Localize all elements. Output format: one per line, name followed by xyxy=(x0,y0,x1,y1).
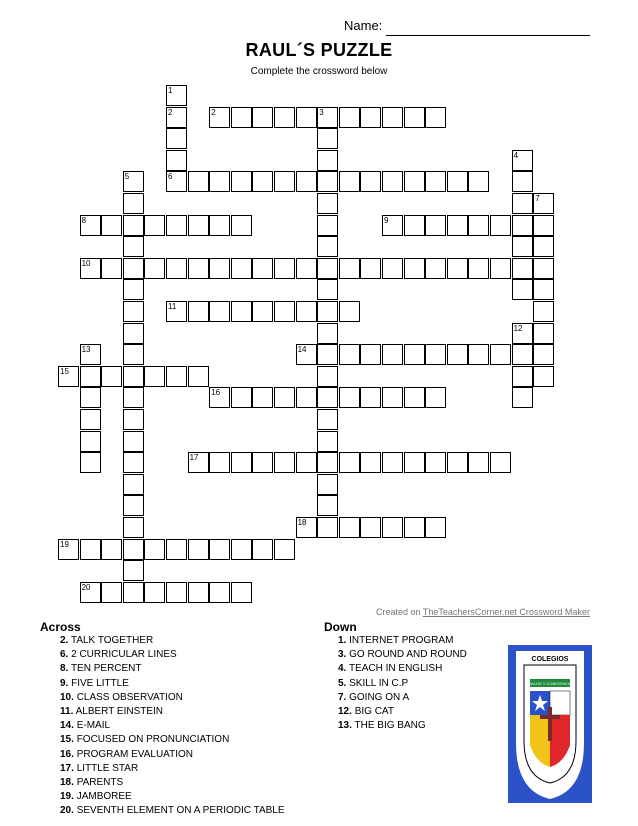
crossword-cell[interactable] xyxy=(101,258,122,279)
crossword-cell[interactable] xyxy=(274,171,295,192)
clue-number: 20. xyxy=(60,805,74,817)
crossword-cell[interactable] xyxy=(296,171,317,192)
crossword-cell[interactable] xyxy=(468,452,489,473)
cell-number: 7 xyxy=(535,194,540,203)
crossword-cell[interactable] xyxy=(123,215,144,236)
crossword-cell[interactable] xyxy=(123,193,144,214)
crossword-cell[interactable] xyxy=(425,452,446,473)
crossword-cell[interactable] xyxy=(123,344,144,365)
crossword-cell[interactable] xyxy=(296,258,317,279)
across-clue xyxy=(60,790,285,804)
crossword-cell[interactable] xyxy=(296,387,317,408)
across-clue xyxy=(60,804,285,818)
clue-text: THE BIG BANG xyxy=(354,720,426,732)
clue-text: SKILL IN C.P xyxy=(349,677,409,689)
clue-number: 5. xyxy=(338,677,347,689)
down-clue xyxy=(338,648,467,662)
logo-white-quarter xyxy=(550,691,570,715)
crossword-cell[interactable] xyxy=(447,452,468,473)
clue-text: BIG CAT xyxy=(354,706,394,718)
crossword-cell[interactable] xyxy=(144,258,165,279)
crossword-cell[interactable] xyxy=(144,582,165,603)
clue-number: 17. xyxy=(60,762,74,774)
crossword-cell[interactable] xyxy=(252,107,273,128)
clue-text: SEVENTH ELEMENT ON A PERIODIC TABLE xyxy=(76,805,285,817)
across-clue xyxy=(60,733,285,747)
across-clue xyxy=(60,634,285,648)
crossword-cell[interactable] xyxy=(123,539,144,560)
crossword-cell[interactable] xyxy=(231,171,252,192)
crossword-cell[interactable] xyxy=(360,107,381,128)
crossword-cell[interactable] xyxy=(231,258,252,279)
crossword-cell[interactable] xyxy=(252,452,273,473)
clue-number: 12. xyxy=(338,706,352,718)
crossword-cell[interactable] xyxy=(382,517,403,538)
crossword-cell[interactable] xyxy=(533,301,554,322)
crossword-cell[interactable] xyxy=(447,258,468,279)
clue-number: 2. xyxy=(60,635,69,646)
crossword-cell[interactable] xyxy=(252,171,273,192)
across-clue xyxy=(60,762,285,776)
crossword-cell[interactable] xyxy=(317,193,338,214)
crossword-cell[interactable] xyxy=(252,539,273,560)
crossword-cell[interactable] xyxy=(382,387,403,408)
crossword-cell[interactable] xyxy=(425,107,446,128)
cell-number: 2 xyxy=(211,107,216,117)
crossword-cell[interactable] xyxy=(447,171,468,192)
crossword-cell[interactable] xyxy=(317,495,338,516)
cell-number: 12 xyxy=(513,323,523,333)
clue-text: CLASS OBSERVATION xyxy=(76,691,183,703)
crossword-cell[interactable] xyxy=(317,431,338,452)
down-clue xyxy=(338,705,467,719)
cell-number: 10 xyxy=(81,258,91,268)
crossword-cell[interactable] xyxy=(123,517,144,538)
credit-line xyxy=(376,607,590,617)
crossword-cell[interactable] xyxy=(123,279,144,300)
crossword-cell[interactable] xyxy=(123,582,144,603)
clue-text: FOCUSED ON PRONUNCIATION xyxy=(76,734,230,746)
crossword-cell[interactable] xyxy=(404,387,425,408)
crossword-cell[interactable] xyxy=(404,344,425,365)
crossword-cell[interactable] xyxy=(533,323,554,344)
cell-number: 5 xyxy=(124,172,130,182)
down-clue xyxy=(338,677,467,691)
across-clue xyxy=(60,662,285,676)
crossword-cell[interactable] xyxy=(317,258,338,279)
crossword-cell[interactable] xyxy=(360,517,381,538)
crossword-cell[interactable] xyxy=(512,215,533,236)
cell-number: 17 xyxy=(189,453,199,463)
crossword-cell[interactable] xyxy=(123,301,144,322)
logo-banner-text: SALUD Y CONCIENCIA xyxy=(528,681,572,686)
crossword-cell[interactable] xyxy=(404,258,425,279)
cell-number: 2 xyxy=(168,107,173,117)
crossword-cell[interactable] xyxy=(231,215,252,236)
clue-text: GO ROUND AND ROUND xyxy=(349,649,467,661)
crossword-cell[interactable] xyxy=(533,344,554,365)
crossword-cell[interactable] xyxy=(382,452,403,473)
crossword-cell[interactable] xyxy=(188,258,209,279)
crossword-cell[interactable] xyxy=(209,582,230,603)
cell-number: 11 xyxy=(168,302,177,311)
crossword-cell[interactable] xyxy=(425,517,446,538)
crossword-cell[interactable] xyxy=(123,387,144,408)
crossword-cell[interactable] xyxy=(339,344,360,365)
crossword-cell[interactable] xyxy=(512,171,533,192)
down-heading: Down xyxy=(324,620,357,634)
crossword-cell[interactable] xyxy=(490,452,511,473)
logo-cross-icon xyxy=(548,707,552,741)
crossword-cell[interactable] xyxy=(490,344,511,365)
across-clue-list xyxy=(60,634,285,819)
crossword-cell[interactable] xyxy=(468,215,489,236)
clue-number: 3. xyxy=(338,649,347,661)
crossword-cell[interactable] xyxy=(231,107,252,128)
cell-number: 13 xyxy=(81,345,91,355)
crossword-cell[interactable] xyxy=(317,323,338,344)
crossword-cell[interactable] xyxy=(274,387,295,408)
clue-number: 1. xyxy=(338,635,347,646)
clue-text: FIVE LITTLE xyxy=(71,677,129,689)
crossword-cell[interactable] xyxy=(317,387,338,408)
cell-number: 6 xyxy=(168,172,173,182)
cell-number: 15 xyxy=(60,366,69,376)
crossword-cell[interactable] xyxy=(382,258,403,279)
crossword-cell[interactable] xyxy=(317,517,338,538)
crossword-cell[interactable] xyxy=(447,344,468,365)
clue-text: JAMBOREE xyxy=(76,791,132,803)
crossword-cell[interactable] xyxy=(231,387,252,408)
across-clue xyxy=(60,748,285,762)
crossword-cell[interactable] xyxy=(166,539,187,560)
crossword-cell[interactable] xyxy=(231,539,252,560)
across-clue xyxy=(60,691,285,705)
crossword-cell[interactable] xyxy=(252,387,273,408)
clue-number: 16. xyxy=(60,748,74,760)
crossword-cell[interactable] xyxy=(209,301,230,322)
clue-text: TEN PERCENT xyxy=(70,663,142,675)
clue-number: 10. xyxy=(60,691,74,703)
crossword-cell[interactable] xyxy=(425,387,446,408)
crossword-cell[interactable] xyxy=(317,344,338,365)
crossword-cell[interactable] xyxy=(317,301,338,322)
clue-number: 8. xyxy=(60,663,69,675)
down-clue xyxy=(338,634,467,648)
crossword-cell[interactable] xyxy=(468,258,489,279)
crossword-cell[interactable] xyxy=(209,452,230,473)
crossword-cell[interactable] xyxy=(123,431,144,452)
crossword-cell[interactable] xyxy=(123,560,144,581)
clue-text: TALK TOGETHER xyxy=(70,635,154,646)
crossword-cell[interactable] xyxy=(101,582,122,603)
across-clue xyxy=(60,705,285,719)
crossword-cell[interactable] xyxy=(425,258,446,279)
crossword-cell[interactable] xyxy=(144,539,165,560)
crossword-cell[interactable] xyxy=(512,344,533,365)
across-clue xyxy=(60,648,285,662)
crossword-cell[interactable] xyxy=(123,236,144,257)
crossword-cell[interactable] xyxy=(512,258,533,279)
crossword-cell[interactable] xyxy=(80,452,101,473)
crossword-cell[interactable] xyxy=(339,517,360,538)
crossword-cell[interactable] xyxy=(123,495,144,516)
clue-number: 19. xyxy=(60,791,74,803)
crossword-cell[interactable] xyxy=(166,366,187,387)
crossword-cell[interactable] xyxy=(123,452,144,473)
crossword-cell[interactable] xyxy=(404,517,425,538)
crossword-cell[interactable] xyxy=(490,215,511,236)
crossword-cell[interactable] xyxy=(317,215,338,236)
crossword-cell[interactable] xyxy=(188,539,209,560)
clue-text: GOING ON A xyxy=(349,691,410,703)
cell-number: 9 xyxy=(384,215,389,225)
crossword-cell[interactable] xyxy=(360,258,381,279)
clue-text: PROGRAM EVALUATION xyxy=(76,748,194,760)
clue-text: TEACH IN ENGLISH xyxy=(348,663,443,675)
crossword-cell[interactable] xyxy=(274,258,295,279)
down-clue-list xyxy=(338,634,467,733)
crossword-cell[interactable] xyxy=(382,107,403,128)
across-clue xyxy=(60,719,285,733)
crossword-cell[interactable] xyxy=(188,171,209,192)
clue-number: 4. xyxy=(338,663,347,675)
clue-number: 6. xyxy=(60,649,69,661)
cell-number: 4 xyxy=(513,150,519,160)
page-subtitle: Complete the crossword below xyxy=(250,66,388,77)
cell-number: 18 xyxy=(297,518,307,527)
crossword-cell[interactable] xyxy=(296,452,317,473)
clue-text: E-MAIL xyxy=(76,720,111,732)
cell-number: 3 xyxy=(319,107,324,117)
crossword-cell[interactable] xyxy=(317,171,338,192)
crossword-cell[interactable] xyxy=(252,258,273,279)
crossword-cell[interactable] xyxy=(123,409,144,430)
crossword-cell[interactable] xyxy=(231,582,252,603)
crossword-cell[interactable] xyxy=(317,279,338,300)
crossword-cell[interactable] xyxy=(188,215,209,236)
crossword-cell[interactable] xyxy=(404,452,425,473)
crossword-cell[interactable] xyxy=(339,301,360,322)
crossword-cell[interactable] xyxy=(209,215,230,236)
crossword-cell[interactable] xyxy=(209,539,230,560)
crossword-cell[interactable] xyxy=(274,301,295,322)
cell-number: 19 xyxy=(60,539,69,549)
across-heading: Across xyxy=(40,620,81,634)
crossword-cell[interactable] xyxy=(468,171,489,192)
crossword-cell[interactable] xyxy=(339,387,360,408)
crossword-cell[interactable] xyxy=(274,107,295,128)
across-clue xyxy=(60,677,285,691)
crossword-cell[interactable] xyxy=(231,452,252,473)
crossword-cell[interactable] xyxy=(252,301,273,322)
crossword-cell[interactable] xyxy=(144,366,165,387)
crossword-cell[interactable] xyxy=(533,279,554,300)
credit-prefix: Created on xyxy=(376,607,423,617)
crossword-cell[interactable] xyxy=(339,107,360,128)
crossword-cell[interactable] xyxy=(360,344,381,365)
clue-text: PARENTS xyxy=(76,777,124,789)
crossword-cell[interactable] xyxy=(188,301,209,322)
crossword-cell[interactable] xyxy=(101,215,122,236)
crossword-cell[interactable] xyxy=(490,258,511,279)
crossword-cell[interactable] xyxy=(123,474,144,495)
crossword-cell[interactable] xyxy=(404,171,425,192)
crossword-cell[interactable] xyxy=(274,452,295,473)
cell-number: 14 xyxy=(297,345,307,355)
crossword-cell[interactable] xyxy=(339,171,360,192)
crossword-cell[interactable] xyxy=(80,431,101,452)
crossword-cell[interactable] xyxy=(512,236,533,257)
crossword-cell[interactable] xyxy=(231,301,252,322)
clue-number: 13. xyxy=(338,720,352,732)
crossword-cell[interactable] xyxy=(382,344,403,365)
crossword-cell[interactable] xyxy=(360,171,381,192)
down-clue xyxy=(338,691,467,705)
across-clue xyxy=(60,776,285,790)
crossword-cell[interactable] xyxy=(447,215,468,236)
down-clue xyxy=(338,719,467,733)
crossword-cell[interactable] xyxy=(166,128,187,149)
school-logo xyxy=(508,645,592,803)
crossword-cell[interactable] xyxy=(317,474,338,495)
crossword-cell[interactable] xyxy=(101,539,122,560)
crossword-cell[interactable] xyxy=(317,128,338,149)
crossword-cell[interactable] xyxy=(80,409,101,430)
crossword-cell[interactable] xyxy=(404,215,425,236)
crossword-cell[interactable] xyxy=(144,215,165,236)
crossword-cell[interactable] xyxy=(188,582,209,603)
crossword-cell[interactable] xyxy=(80,539,101,560)
crossword-cell[interactable] xyxy=(360,452,381,473)
crossword-cell[interactable] xyxy=(123,323,144,344)
crossword-cell[interactable] xyxy=(512,279,533,300)
crossword-cell[interactable] xyxy=(317,452,338,473)
crossword-cell[interactable] xyxy=(80,366,101,387)
crossword-cell[interactable] xyxy=(209,171,230,192)
crossword-cell[interactable] xyxy=(296,301,317,322)
down-clue xyxy=(338,662,467,676)
credit-link[interactable]: TheTeachersCorner.net Crossword Maker xyxy=(422,607,590,617)
crossword-cell[interactable] xyxy=(512,366,533,387)
crossword-cell[interactable] xyxy=(468,344,489,365)
page-title: RAUL´S PUZZLE xyxy=(245,40,393,60)
crossword-cell[interactable] xyxy=(339,452,360,473)
crossword-cell[interactable] xyxy=(425,344,446,365)
crossword-cell[interactable] xyxy=(317,150,338,171)
clue-text: LITTLE STAR xyxy=(76,762,139,774)
clue-number: 14. xyxy=(60,720,74,732)
logo-top-text: COLEGIOS xyxy=(531,656,569,663)
clue-text: ALBERT EINSTEIN xyxy=(75,706,164,718)
crossword-cell[interactable] xyxy=(166,258,187,279)
clue-number: 11. xyxy=(60,706,74,718)
crossword-cell[interactable] xyxy=(166,215,187,236)
cell-number: 20 xyxy=(81,582,91,592)
crossword-cell[interactable] xyxy=(425,171,446,192)
crossword-cell[interactable] xyxy=(274,539,295,560)
crossword-cell[interactable] xyxy=(404,107,425,128)
crossword-cell[interactable] xyxy=(123,366,144,387)
cell-number: 8 xyxy=(81,215,87,225)
clue-number: 7. xyxy=(338,691,347,703)
crossword-cell[interactable] xyxy=(296,107,317,128)
clue-number: 18. xyxy=(60,777,74,789)
crossword-cell[interactable] xyxy=(533,215,554,236)
crossword-cell[interactable] xyxy=(382,171,403,192)
crossword-cell[interactable] xyxy=(166,150,187,171)
crossword-cell[interactable] xyxy=(360,387,381,408)
crossword-cell[interactable] xyxy=(166,582,187,603)
crossword-cell[interactable] xyxy=(425,215,446,236)
clue-number: 9. xyxy=(60,677,69,689)
crossword-cell[interactable] xyxy=(101,366,122,387)
name-label: Name: xyxy=(344,18,383,33)
cell-number: 1 xyxy=(168,86,173,95)
crossword-cell[interactable] xyxy=(512,193,533,214)
clue-number: 15. xyxy=(60,734,74,746)
school-crest-icon xyxy=(508,645,592,803)
cell-number: 16 xyxy=(211,388,221,398)
clue-text: INTERNET PROGRAM xyxy=(349,635,454,646)
crossword-cell[interactable] xyxy=(317,409,338,430)
crossword-cell[interactable] xyxy=(339,258,360,279)
clue-text: 2 CURRICULAR LINES xyxy=(71,649,177,661)
crossword-cell[interactable] xyxy=(512,387,533,408)
crossword-cell[interactable] xyxy=(80,387,101,408)
crossword-cell[interactable] xyxy=(533,258,554,279)
crossword-cell[interactable] xyxy=(123,258,144,279)
crossword-cell[interactable] xyxy=(209,258,230,279)
crossword-cell[interactable] xyxy=(317,366,338,387)
crossword-cell[interactable] xyxy=(533,236,554,257)
crossword-cell[interactable] xyxy=(188,366,209,387)
crossword-cell[interactable] xyxy=(533,366,554,387)
crossword-cell[interactable] xyxy=(317,236,338,257)
